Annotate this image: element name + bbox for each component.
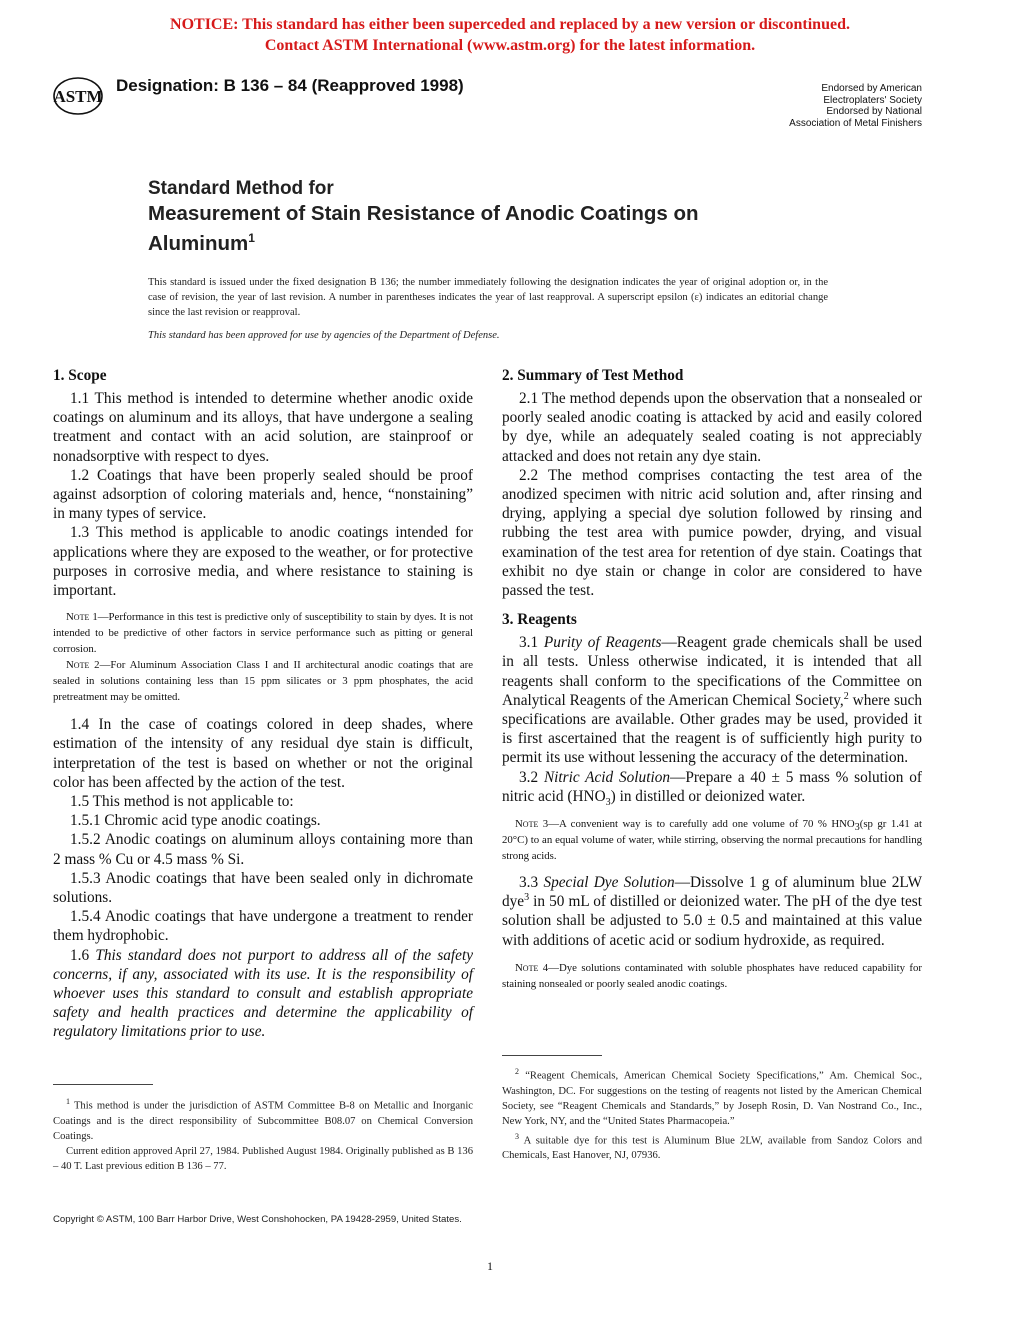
title-line-3: Aluminum$^1$ bbox=[148, 231, 255, 255]
notice-line-1: NOTICE: This standard has either been superceded and replaced by a new version or discontinued. bbox=[170, 16, 850, 33]
notice-line-2: Contact ASTM International (www.astm.org) for the latest information. bbox=[264, 37, 756, 54]
title-line-1: Standard Method for bbox=[148, 178, 334, 199]
paragraph-3-3: 3.3 Special Dye Solution—Dissolve 1 g of aluminum blue 2LW dye$^3$ in 50 mL of distilled or deionized water. The pH of the dye test solution shall be adjusted to 5.0 ± 0.5 and maintained at this value with additions of acetic acid or sodium hydroxide, as required. bbox=[502, 874, 923, 949]
copyright: Copyright © ASTM, 100 Barr Harbor Drive, West Conshohocken, PA 19428-2959, United States. bbox=[53, 1214, 462, 1225]
title-footnote-mark: 1 bbox=[248, 231, 255, 245]
section-heading-reagents: 3. Reagents bbox=[502, 611, 577, 629]
designation: Designation: B 136 – 84 (Reapproved 1998) bbox=[116, 76, 464, 95]
paragraph-1-3: 1.3 This method is applicable to anodic coatings intended for applications where they are exposed to the weather, or for protective purposes in corrosive media, and where resistance to staining is important. bbox=[53, 524, 473, 600]
note-1: Note 1—Performance in this test is predictive only of susceptibility to stain by dyes. It is not intended to be predictive of other factors in service performance such as pitting or general corrosion. bbox=[53, 611, 473, 656]
footnotes-right bbox=[502, 1064, 922, 1163]
title-line-2: Measurement of Stain Resistance of Anodic Coatings on bbox=[148, 202, 699, 225]
endorsement-line: Association of Metal Finishers bbox=[789, 117, 922, 129]
paragraph-3-1: 3.1 Purity of Reagents—Reagent grade chemicals shall be used in all tests. Unless otherwise indicated, it is intended that all reagents shall conform to the specifications of the Committee on Analytical Reagents of the American Chemical Society,$^2$ where such specifications are available. Other grades may be used, provided it is first ascertained that the reagent is of sufficiently high purity to permit its use without lessening the accuracy of the determination. bbox=[502, 634, 923, 767]
endorsement-line: Endorsed by National bbox=[826, 106, 922, 118]
logo-lettering: ASTM bbox=[53, 87, 103, 106]
paragraph-1-4: 1.4 In the case of coatings colored in deep shades, where estimation of the intensity of any residual dye stain is difficult, interpretation of the test is based on whether or not the original color has been affected by the action of the test. bbox=[53, 716, 473, 791]
paragraph-1-2: 1.2 Coatings that have been properly sealed should be proof against adsorption of coloring materials and, hence, “nonstaining” in many types of service. bbox=[53, 466, 473, 523]
paragraph-1-5-4: 1.5.4 Anodic coatings that have undergone a treatment to render them hydrophobic. bbox=[53, 908, 473, 945]
endorsement-line: Endorsed by American bbox=[821, 83, 922, 94]
paragraph-1-5-3: 1.5.3 Anodic coatings that have been sealed only in dichromate solutions. bbox=[53, 869, 473, 907]
footnote-rule-right bbox=[502, 1055, 602, 1056]
paragraph-2-2: 2.2 The method comprises contacting the test area of the anodized specimen with nitric acid solution and, after rinsing and drying, applying a special dye solution followed by rinsing and rubbing the test area with pumice powder, drying, and visual examination of the test area for retention of dye stain. Coatings that exhibit no dye stain or change in color are considered to have passed the test. bbox=[502, 466, 922, 600]
footnote-1-edition: Current edition approved April 27, 1984. Published August 1984. Originally published as B 136 – 40 T. Last previous edition B 136 – 77. bbox=[53, 1145, 473, 1172]
footnotes-left bbox=[53, 1094, 473, 1174]
paragraph-1-5: 1.5 This method is not applicable to: bbox=[70, 793, 294, 811]
endorsement-line: Electroplaters' Society bbox=[823, 94, 922, 106]
designation-explanation: This standard is issued under the fixed designation B 136; the number immediately following the designation indicates the year of original adoption or, in the case of revision, the year of last revision. A number in parentheses indicates the year of last reapproval. A superscript epsilon (ε) indicates an editorial change since the last revision or reapproval. bbox=[148, 277, 828, 318]
footnote-3: $^3$ A suitable dye for this test is Aluminum Blue 2LW, available from Sandoz Colors and Chemicals, East Hanover, NJ, 07936. bbox=[502, 1131, 922, 1162]
paragraph-1-1: 1.1 This method is intended to determine whether anodic oxide coatings on aluminum and its alloys, that have undergone a sealing treatment and contact with an acid solution, are stainproof or nonadsorptive with respect to dyes. bbox=[53, 390, 473, 465]
page-number: 1 bbox=[487, 1259, 493, 1273]
supersession-notice bbox=[0, 14, 1020, 56]
note-2: Note 2—For Aluminum Association Class I and II architectural anodic coatings that are sealed in solutions containing less than 15 ppm silicates or 3 ppm phosphates, the acid pretreatment may be omitted. bbox=[53, 659, 473, 704]
paragraph-1-6: 1.6 This standard does not purport to address all of the safety concerns, if any, associated with its use. It is the responsibility of whoever uses this standard to consult and establish appropriate safety and health practices and determine the applicability of regulatory limitations prior to use. bbox=[53, 946, 473, 1041]
paragraph-2-1: 2.1 The method depends upon the observation that a nonsealed or poorly sealed anodic coating is attacked by acid and easily colored by dye, while an adequately sealed coating is not appreciably attacked and does not retain any dye stain. bbox=[502, 390, 922, 465]
paragraph-1-5-2: 1.5.2 Anodic coatings on aluminum alloys containing more than 2 mass % Cu or 4.5 mass % Si. bbox=[53, 831, 473, 868]
paragraph-3-2: 3.2 Nitric Acid Solution—Prepare a 40 ± 5 mass % solution of nitric acid $(HNO_3)$ in distilled or deionized water. bbox=[502, 768, 923, 808]
left-column bbox=[53, 366, 473, 1042]
footnote-rule-left bbox=[53, 1084, 153, 1085]
footnote-2: $^2$ “Reagent Chemicals, American Chemical Society Specifications,” Am. Chemical Soc., Washington, DC. For suggestions on the testing of reagents not listed by the American Chemical Society, see “Reagent Chemicals and Standards,” by Joseph Rosin, D. Van Nostrand Co., Inc., New York, NY, and the “United States Pharmacopeia.” bbox=[502, 1067, 923, 1127]
note-4: Note 4—Dye solutions contaminated with soluble phosphates have reduced capability for staining nonsealed or poorly sealed anodic coatings. bbox=[502, 961, 922, 990]
paragraph-1-5-1: 1.5.1 Chromic acid type anodic coatings. bbox=[70, 812, 321, 830]
endorsements bbox=[789, 83, 922, 129]
section-heading-scope: 1. Scope bbox=[53, 367, 107, 384]
note-3: Note 3—A convenient way is to carefully add one volume of 70 % $HNO_3(sp$ gr 1.41 at 20°C) to an equal volume of water, while stirring, observing the normal precautions for handling strong acids. bbox=[502, 818, 922, 863]
document-title bbox=[148, 176, 699, 256]
astm-logo bbox=[52, 76, 104, 116]
dod-approval: This standard has been approved for use by agencies of the Department of Defense. bbox=[148, 330, 500, 341]
section-heading-summary: 2. Summary of Test Method bbox=[502, 367, 684, 384]
footnote-1: $^1$ This method is under the jurisdiction of ASTM Committee B-8 on Metallic and Inorganic Coatings and is the direct responsibility of Subcommittee B08.07 on Chemical Conversion Coatings. bbox=[53, 1097, 473, 1142]
right-column bbox=[502, 366, 922, 992]
